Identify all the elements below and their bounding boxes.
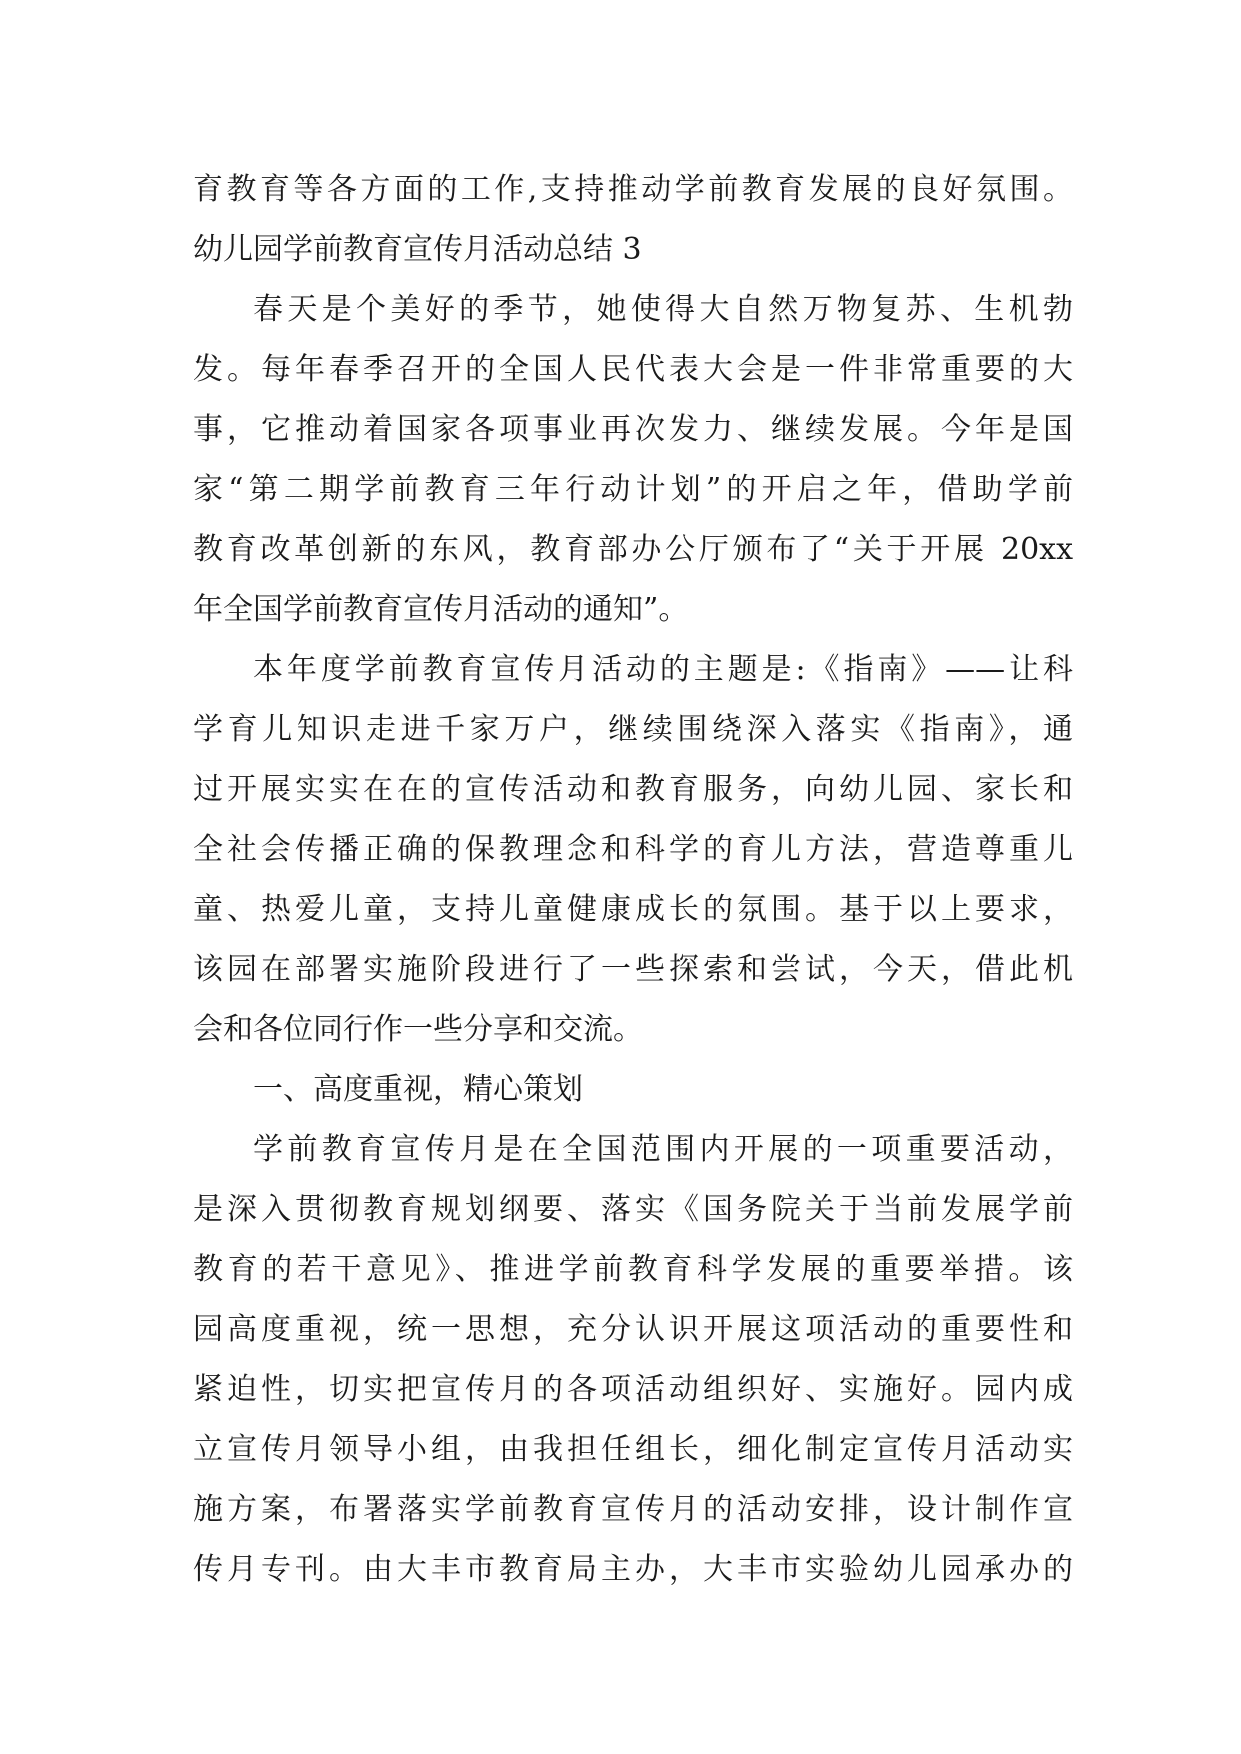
document-line: 过开展实实在在的宣传活动和教育服务，向幼儿园、家长和 — [193, 772, 1073, 807]
document-line: 学育儿知识走进千家万户，继续围绕深入落实《指南》，通 — [193, 712, 1073, 747]
document-line: 教育改革创新的东风，教育部办公厅颁布了“关于开展 20xx — [193, 532, 1073, 567]
document-line: 事，它推动着国家各项事业再次发力、继续发展。今年是国 — [193, 412, 1073, 447]
document-line: 传月专刊。由大丰市教育局主办，大丰市实验幼儿园承办的 — [193, 1552, 1073, 1587]
document-line: 施方案，布署落实学前教育宣传月的活动安排，设计制作宣 — [193, 1492, 1073, 1527]
document-body — [193, 160, 1073, 1600]
document-line: 本年度学前教育宣传月活动的主题是:《指南》——让科 — [253, 652, 1073, 687]
document-line: 教育的若干意见》、推进学前教育科学发展的重要举措。该 — [193, 1252, 1073, 1287]
document-line: 会和各位同行作一些分享和交流。 — [193, 1012, 643, 1047]
document-line: 幼儿园学前教育宣传月活动总结 3 — [193, 232, 642, 267]
document-line: 家“第二期学前教育三年行动计划”的开启之年，借助学前 — [193, 472, 1073, 507]
document-line: 该园在部署实施阶段进行了一些探索和尝试，今天，借此机 — [193, 952, 1073, 987]
document-line: 园高度重视，统一思想，充分认识开展这项活动的重要性和 — [193, 1312, 1073, 1347]
document-line: 年全国学前教育宣传月活动的通知”。 — [193, 592, 689, 627]
document-line: 童、热爱儿童，支持儿童健康成长的氛围。基于以上要求， — [193, 892, 1073, 927]
document-line: 学前教育宣传月是在全国范围内开展的一项重要活动， — [253, 1132, 1073, 1167]
document-line: 立宣传月领导小组，由我担任组长，细化制定宣传月活动实 — [193, 1432, 1073, 1467]
document-line: 春天是个美好的季节，她使得大自然万物复苏、生机勃 — [253, 292, 1073, 327]
document-line: 育教育等各方面的工作,支持推动学前教育发展的良好氛围。 — [193, 172, 1073, 207]
document-line: 一、高度重视，精心策划 — [253, 1072, 583, 1107]
document-line: 全社会传播正确的保教理念和科学的育儿方法，营造尊重儿 — [193, 832, 1073, 867]
document-line: 紧迫性，切实把宣传月的各项活动组织好、实施好。园内成 — [193, 1372, 1073, 1407]
document-line: 是深入贯彻教育规划纲要、落实《国务院关于当前发展学前 — [193, 1192, 1073, 1227]
document-line: 发。每年春季召开的全国人民代表大会是一件非常重要的大 — [193, 352, 1073, 387]
